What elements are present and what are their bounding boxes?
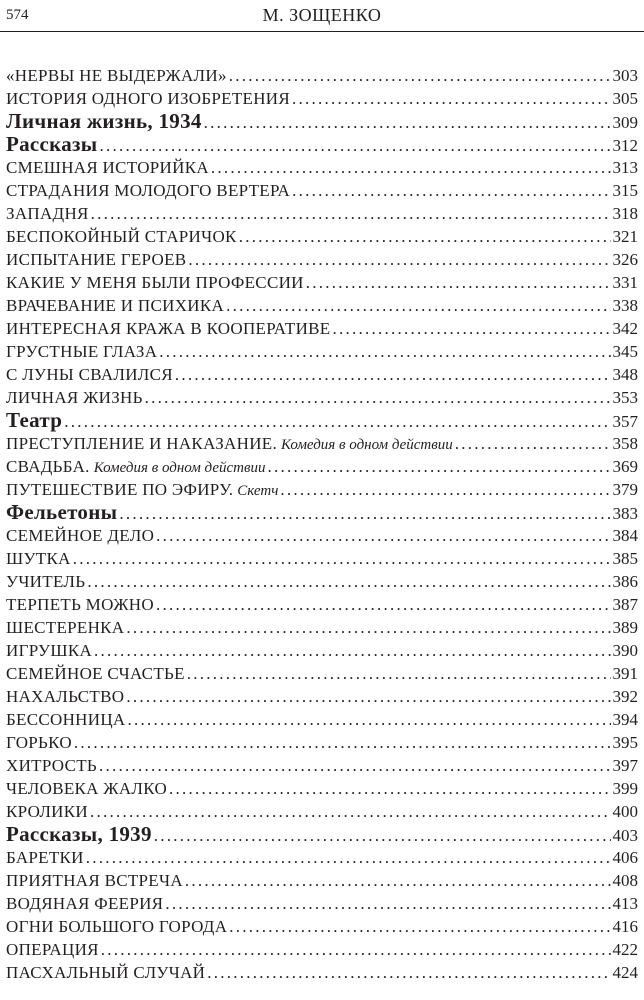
toc-entry xyxy=(6,616,638,639)
toc-page-number: 403 xyxy=(612,826,638,845)
toc-entry-title: Рассказы, 1939 xyxy=(6,822,152,846)
toc-dot-leader xyxy=(128,708,611,731)
toc-page-number: 315 xyxy=(612,181,638,200)
toc-entry-title: ВОДЯНАЯ ФЕЕРИЯ xyxy=(6,894,164,913)
toc-dot-leader xyxy=(306,271,611,294)
toc-page-number: 357 xyxy=(612,412,638,431)
toc-entry xyxy=(6,593,638,616)
toc-entry-title: СЕМЕЙНОЕ ДЕЛО xyxy=(6,526,155,545)
toc-dot-leader xyxy=(74,731,611,754)
toc-dot-leader xyxy=(207,961,610,984)
toc-page-number: 384 xyxy=(612,526,638,545)
toc-entry xyxy=(6,708,638,731)
toc-entry-subtitle: Комедия в одном действии xyxy=(93,460,266,476)
toc-page-number: 318 xyxy=(612,204,638,223)
toc-dot-leader xyxy=(99,754,611,777)
toc-page-number: 391 xyxy=(612,664,638,683)
toc-entry-title: БЕССОННИЦА xyxy=(6,710,126,729)
toc-entry-title: ПРИЯТНАЯ ВСТРЕЧА xyxy=(6,871,183,890)
toc-entry xyxy=(6,455,638,478)
toc-dot-leader xyxy=(211,156,611,179)
toc-entry xyxy=(6,179,638,202)
toc-entry xyxy=(6,892,638,915)
toc-entry xyxy=(6,432,638,455)
toc-page-number: 345 xyxy=(612,342,638,361)
toc-dot-leader xyxy=(455,432,611,455)
toc-page-number: 408 xyxy=(612,871,638,890)
toc-section-heading xyxy=(6,823,638,846)
toc-entry-title: ГОРЬКО xyxy=(6,733,72,752)
running-title: М. ЗОЩЕНКО xyxy=(262,5,382,25)
toc-entry xyxy=(6,754,638,777)
toc-dot-leader xyxy=(204,111,611,134)
toc-dot-leader xyxy=(64,410,610,433)
toc-entry xyxy=(6,800,638,823)
toc-entry xyxy=(6,524,638,547)
toc-entry-title: НАХАЛЬСТВО xyxy=(6,687,125,706)
toc-page-number: 424 xyxy=(612,963,638,982)
toc-entry-title: Личная жизнь, 1934 xyxy=(6,109,202,133)
toc-page-number: 331 xyxy=(612,273,638,292)
toc-page-number: 422 xyxy=(612,940,638,959)
toc-entry xyxy=(6,938,638,961)
toc-dot-leader xyxy=(267,455,610,478)
toc-dot-leader xyxy=(73,547,611,570)
toc-entry-title: Театр xyxy=(6,408,63,432)
toc-dot-leader xyxy=(175,363,611,386)
toc-page-number: 385 xyxy=(612,549,638,568)
toc-entry xyxy=(6,639,638,662)
toc-entry-title: ПУТЕШЕСТВИЕ ПО ЭФИРУ. xyxy=(6,480,234,499)
toc-entry xyxy=(6,869,638,892)
toc-section-heading xyxy=(6,110,638,133)
table-of-contents xyxy=(6,64,638,984)
toc-section-heading xyxy=(6,133,638,156)
toc-page-number: 353 xyxy=(612,388,638,407)
toc-page-number: 338 xyxy=(612,296,638,315)
toc-dot-leader xyxy=(226,294,610,317)
toc-dot-leader xyxy=(87,570,610,593)
toc-dot-leader xyxy=(90,800,611,823)
toc-entry-title: БАРЕТКИ xyxy=(6,848,84,867)
toc-page-number: 413 xyxy=(612,894,638,913)
toc-entry-title: СВАДЬБА. xyxy=(6,457,90,476)
toc-dot-leader xyxy=(332,317,610,340)
page-number: 574 xyxy=(6,7,29,23)
toc-entry xyxy=(6,961,638,984)
toc-entry-title: ЛИЧНАЯ ЖИЗНЬ xyxy=(6,388,143,407)
toc-entry-title: УЧИТЕЛЬ xyxy=(6,572,86,591)
toc-dot-leader xyxy=(159,340,610,363)
toc-entry xyxy=(6,386,638,409)
toc-dot-leader xyxy=(292,179,610,202)
toc-dot-leader xyxy=(154,824,611,847)
toc-entry xyxy=(6,202,638,225)
toc-dot-leader xyxy=(119,502,610,525)
toc-section-heading xyxy=(6,409,638,432)
toc-entry-title: Рассказы xyxy=(6,132,98,156)
toc-dot-leader xyxy=(126,616,610,639)
toc-entry-title: ПАСХАЛЬНЫЙ СЛУЧАЙ xyxy=(6,963,206,982)
toc-entry-title: ИГРУШКА xyxy=(6,641,93,660)
toc-entry xyxy=(6,340,638,363)
toc-dot-leader xyxy=(280,478,610,501)
toc-entry-title: ИСТОРИЯ ОДНОГО ИЗОБРЕТЕНИЯ xyxy=(6,89,291,108)
toc-entry-title: ШЕСТЕРЕНКА xyxy=(6,618,125,637)
toc-page-number: 342 xyxy=(612,319,638,338)
toc-dot-leader xyxy=(229,64,611,87)
toc-dot-leader xyxy=(292,87,610,110)
toc-entry-title: ИСПЫТАНИЕ ГЕРОЕВ xyxy=(6,250,187,269)
toc-entry-title: ХИТРОСТЬ xyxy=(6,756,97,775)
toc-page-number: 303 xyxy=(612,66,638,85)
toc-page-number: 313 xyxy=(612,158,638,177)
toc-entry-title: СМЕШНАЯ ИСТОРИЙКА xyxy=(6,158,209,177)
toc-page-number: 399 xyxy=(612,779,638,798)
toc-page-number: 390 xyxy=(612,641,638,660)
toc-page-number: 321 xyxy=(612,227,638,246)
toc-entry-title: ОГНИ БОЛЬШОГО ГОРОДА xyxy=(6,917,228,936)
toc-page-number: 406 xyxy=(612,848,638,867)
toc-dot-leader xyxy=(169,777,610,800)
toc-section-heading xyxy=(6,501,638,524)
toc-dot-leader xyxy=(165,892,610,915)
toc-page-number: 369 xyxy=(612,457,638,476)
toc-page-number: 348 xyxy=(612,365,638,384)
toc-dot-leader xyxy=(187,662,611,685)
toc-page-number: 383 xyxy=(612,504,638,523)
toc-entry-title: ШУТКА xyxy=(6,549,71,568)
toc-entry-title: ЧЕЛОВЕКА ЖАЛКО xyxy=(6,779,168,798)
toc-entry-subtitle: Скетч xyxy=(237,483,279,499)
toc-page-number: 387 xyxy=(612,595,638,614)
toc-dot-leader xyxy=(91,202,611,225)
toc-dot-leader xyxy=(229,915,610,938)
toc-page-number: 392 xyxy=(612,687,638,706)
toc-entry-title: ПРЕСТУПЛЕНИЕ И НАКАЗАНИЕ. xyxy=(6,434,278,453)
toc-entry xyxy=(6,685,638,708)
toc-entry-title: ТЕРПЕТЬ МОЖНО xyxy=(6,595,154,614)
toc-page-number: 358 xyxy=(612,434,638,453)
toc-entry-title: Фельетоны xyxy=(6,500,118,524)
toc-entry xyxy=(6,777,638,800)
toc-dot-leader xyxy=(185,869,611,892)
page-header xyxy=(0,0,644,32)
toc-entry-title: ГРУСТНЫЕ ГЛАЗА xyxy=(6,342,158,361)
toc-dot-leader xyxy=(94,639,610,662)
toc-dot-leader xyxy=(86,846,611,869)
toc-page-number: 305 xyxy=(612,89,638,108)
toc-entry-title: КРОЛИКИ xyxy=(6,802,88,821)
toc-entry xyxy=(6,547,638,570)
toc-entry xyxy=(6,225,638,248)
toc-entry xyxy=(6,64,638,87)
toc-page-number: 312 xyxy=(612,136,638,155)
toc-dot-leader xyxy=(188,248,610,271)
toc-entry xyxy=(6,915,638,938)
toc-page-number: 326 xyxy=(612,250,638,269)
toc-dot-leader xyxy=(126,685,610,708)
header-rule xyxy=(0,31,644,32)
toc-page-number: 416 xyxy=(612,917,638,936)
toc-entry xyxy=(6,294,638,317)
toc-page-number: 386 xyxy=(612,572,638,591)
toc-entry xyxy=(6,478,638,501)
toc-entry xyxy=(6,87,638,110)
toc-entry xyxy=(6,317,638,340)
toc-page-number: 309 xyxy=(612,113,638,132)
toc-page-number: 379 xyxy=(612,480,638,499)
toc-entry xyxy=(6,570,638,593)
toc-entry-subtitle: Комедия в одном действии xyxy=(281,437,453,453)
toc-dot-leader xyxy=(156,593,611,616)
toc-entry-title: СЕМЕЙНОЕ СЧАСТЬЕ xyxy=(6,664,185,683)
toc-entry xyxy=(6,248,638,271)
toc-entry xyxy=(6,731,638,754)
toc-entry-title: КАКИЕ У МЕНЯ БЫЛИ ПРОФЕССИИ xyxy=(6,273,304,292)
toc-entry-title: «НЕРВЫ НЕ ВЫДЕРЖАЛИ» xyxy=(6,66,227,85)
toc-entry-title: ИНТЕРЕСНАЯ КРАЖА В КООПЕРАТИВЕ xyxy=(6,319,331,338)
toc-entry-title: СТРАДАНИЯ МОЛОДОГО ВЕРТЕРА xyxy=(6,181,291,200)
toc-dot-leader xyxy=(101,938,611,961)
toc-entry xyxy=(6,363,638,386)
toc-entry-title: С ЛУНЫ СВАЛИЛСЯ xyxy=(6,365,173,384)
toc-entry xyxy=(6,271,638,294)
toc-page-number: 400 xyxy=(612,802,638,821)
toc-dot-leader xyxy=(145,386,611,409)
toc-entry-title: ВРАЧЕВАНИЕ И ПСИХИКА xyxy=(6,296,225,315)
toc-page-number: 389 xyxy=(612,618,638,637)
toc-entry xyxy=(6,846,638,869)
toc-entry-title: ОПЕРАЦИЯ xyxy=(6,940,99,959)
toc-entry xyxy=(6,662,638,685)
toc-dot-leader xyxy=(100,134,611,157)
toc-entry-title: БЕСПОКОЙНЫЙ СТАРИЧОК xyxy=(6,227,237,246)
toc-page-number: 397 xyxy=(612,756,638,775)
toc-entry xyxy=(6,156,638,179)
toc-dot-leader xyxy=(239,225,611,248)
toc-dot-leader xyxy=(156,524,610,547)
toc-page-number: 395 xyxy=(612,733,638,752)
toc-entry-title: ЗАПАДНЯ xyxy=(6,204,89,223)
toc-page-number: 394 xyxy=(612,710,638,729)
